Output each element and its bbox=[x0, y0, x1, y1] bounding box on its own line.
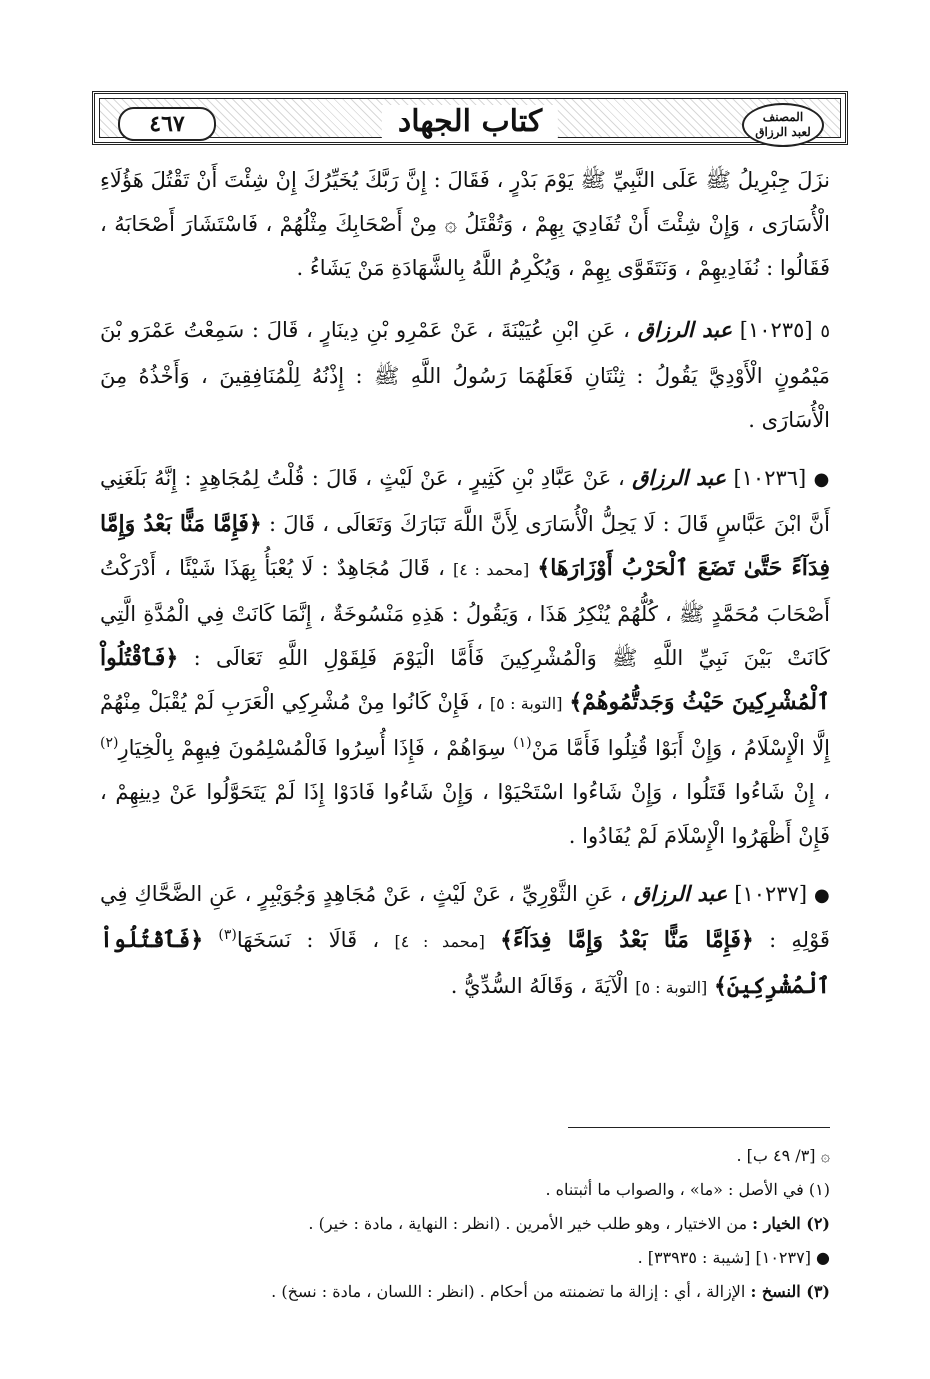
page-number: ٤٦٧ bbox=[118, 107, 216, 141]
verse-reference: [محمد : ٤] bbox=[453, 560, 530, 579]
quran-verse: ﴿فَٱقْتُلُواْ ٱلْمُشْرِكِينَ حَيْثُ وَجَدتُّمُوهُمْ﴾ bbox=[100, 645, 830, 715]
narrator-name: عبد الرزاق bbox=[637, 317, 733, 342]
footnote-ref: (١) bbox=[513, 735, 532, 751]
footnote-text: الإزالة ، أي : إزالة ما تضمنته من أحكام . (انظر : اللسان ، مادة : نسخ) . bbox=[271, 1282, 746, 1301]
hadith-marker: ● bbox=[813, 469, 830, 490]
page-header bbox=[92, 91, 848, 145]
book-title: كتاب الجهاد bbox=[382, 105, 558, 139]
footnote-ref: (٣) bbox=[218, 927, 237, 943]
footnote-separator bbox=[568, 1127, 830, 1128]
verse-reference: [محمد : ٤] bbox=[394, 932, 485, 951]
logo-line-2: لعبد الرزاق bbox=[755, 125, 811, 139]
footnote-term: (٢) الخيار : bbox=[752, 1214, 830, 1233]
quran-verse: ﴿فَإِمَّا مَنًّا بَعْدُ وَإِمَّا فِدَآءً حَتَّىٰ تَضَعَ ٱلْحَرْبُ أَوْزَارَهَا﴾ bbox=[100, 511, 830, 581]
header-ornament-band bbox=[99, 98, 841, 138]
main-text bbox=[100, 158, 830, 1024]
footnote-ref: (٢) bbox=[100, 735, 119, 751]
footnote-term: (٣) النسخ : bbox=[750, 1282, 830, 1301]
hadith-marker: ● bbox=[814, 885, 830, 906]
hadith-text: ، عَنِ الثَّوْرِيِّ ، عَنْ لَيْثٍ ، عَنْ مُجَاهِدٍ وَجُوَيْبِرٍ ، عَنِ الضَّحَّاكِ فِي قَوْلِهِ : bbox=[100, 882, 830, 952]
paragraph-continuation bbox=[100, 158, 830, 290]
hadith-number: [١٠٢٣٧] bbox=[734, 882, 808, 906]
quran-verse: ﴿فَٱقْتُلُواْ ٱلْمُشْرِكِينَ﴾ bbox=[100, 927, 830, 999]
footnote-3 bbox=[100, 1275, 830, 1309]
hadith-number: [١٠٢٣٦] bbox=[733, 466, 807, 490]
hadith-text: ، قَالَ مُجَاهِدٌ : لَا يُعْبَأُ بِهَذَا شَيْئًا ، أَدْرَكْتُ أَصْحَابَ مُحَمَّدٍ ﷺ ، كُلُّهُمْ يُنْكِرُ هَذَا ، وَيَقُولُ : هَذِهِ مَنْسُوخَةٌ ، إِنَّمَا كَانَتْ فِي الْمُدَّةِ الَّتِي كَانَتْ بَيْنَ نَبِيِّ اللَّهِ ﷺ وَالْمُشْرِكِينَ فَأَمَّا الْيَوْمَ فَلِقَوْلِ اللَّهِ تَعَالَى : bbox=[100, 556, 830, 670]
footnotes bbox=[100, 1139, 830, 1309]
footnote-source: ● [١٠٢٣٧] [شيبة : ٣٣٩٣٥] . bbox=[637, 1248, 830, 1267]
logo-line-1: المصنف bbox=[762, 110, 804, 124]
hadith-10237 bbox=[100, 872, 830, 1010]
footnote-2 bbox=[100, 1207, 830, 1241]
footnote-text: من الاختيار ، وهو طلب خير الأمرين . (انظر : النهاية ، مادة : خير) . bbox=[308, 1214, 748, 1233]
hadith-text: ، عَنِ ابْنِ عُيَيْنَةَ ، عَنْ عَمْرِو بْنِ دِينَارٍ ، قَالَ : سَمِعْتُ عَمْرَو بْنَ مَيْمُونٍ الْأَوْدِيَّ يَقُولُ : ثِنْتَانِ فَعَلَهُمَا رَسُولُ اللَّهِ ﷺ : إِذْنُهُ لِلْمُنَافِقِينَ ، وَأَخْذُهُ مِنَ الْأُسَارَى . bbox=[100, 318, 830, 432]
hadith-text: سِوَاهُمْ ، فَإِذَا أُسِرُوا فَالْمُسْلِمُونَ فِيهِمْ بِالْخِيَارِ bbox=[118, 736, 506, 760]
narrator-name: عبد الرزاق bbox=[633, 881, 728, 906]
hadith-marker: ٥ bbox=[820, 321, 831, 342]
quran-verse: ﴿فَإِمَّا مَنًّا بَعْدُ وَإِمَّا فِدَآءً﴾ bbox=[500, 927, 754, 953]
footnote-manuscript-folio: ۞ [٣/ ٤٩ ب] . bbox=[736, 1146, 830, 1165]
verse-reference: [التوبة : ٥] bbox=[635, 978, 708, 997]
hadith-text: الْآيَةَ ، وَقَالَهُ السُّدِّيُّ . bbox=[450, 974, 629, 998]
hadith-text: ، قَالَا : نَسَخَهَا bbox=[236, 928, 380, 952]
hadith-10235 bbox=[100, 308, 830, 442]
narrator-name: عبد الرزاق bbox=[632, 465, 727, 490]
hadith-text: ، فَإِنْ كَانُوا مِنْ مُشْرِكِي الْعَرَبِ لَمْ يُقْبَلْ مِنْهُمْ إِلَّا الْإِسْلَامُ ، وَإِنْ أَبَوْا قُتِلُوا فَأَمَّا مَنْ bbox=[100, 690, 831, 760]
verse-reference: [التوبة : ٥] bbox=[489, 694, 563, 713]
hadith-number: [١٠٢٣٥] bbox=[739, 318, 813, 342]
hadith-text: ، إِنْ شَاءُوا قَتَلُوا ، وَإِنْ شَاءُوا اسْتَحْيَوْا ، وَإِنْ شَاءُوا فَادَوْا إِذَا لَمْ يَتَحَوَّلُوا عَنْ دِينِهِمْ ، فَإِنْ أَظْهَرُوا الْإِسْلَامَ لَمْ يُفَادُوا . bbox=[100, 780, 830, 848]
hadith-10236 bbox=[100, 456, 830, 858]
book-logo bbox=[742, 103, 824, 147]
hadith-text: ، عَنْ عَبَّادِ بْنِ كَثِيرٍ ، عَنْ لَيْثٍ ، قَالَ : قُلْتُ لِمُجَاهِدٍ : إِنَّهُ بَلَغَنِي أَنَّ ابْنَ عَبَّاسٍ قَالَ : لَا يَحِلُّ الْأُسَارَى لِأَنَّ اللَّهَ تَبَارَكَ وَتَعَالَى ، قَالَ : bbox=[100, 466, 831, 536]
footnote-1: (١) في الأصل : «ما» ، والصواب ما أثبتناه . bbox=[545, 1180, 830, 1199]
paragraph-text: نزَلَ جِبْرِيلُ ﷺ عَلَى النَّبِيِّ ﷺ يَوْمَ بَدْرٍ ، فَقَالَ : إِنَّ رَبَّكَ يُخَيِّرُكَ إِنْ شِئْتَ أَنْ تَقْتُلَ هَؤُلَاءِ الْأُسَارَى ، وَإِنْ شِئْتَ أَنْ تُفَادِيَ بِهِمْ ، وَتُقْتَلُ ۞ مِنْ أَصْحَابِكَ مِثْلُهُمْ ، فَاسْتَشَارَ أَصْحَابَهُ ، فَقَالُوا : نُفَادِيهِمْ ، وَنَتَقَوَّى بِهِمْ ، وَيُكْرِمُ اللَّهُ بِالشَّهَادَةِ مَنْ يَشَاءُ . bbox=[100, 168, 830, 280]
